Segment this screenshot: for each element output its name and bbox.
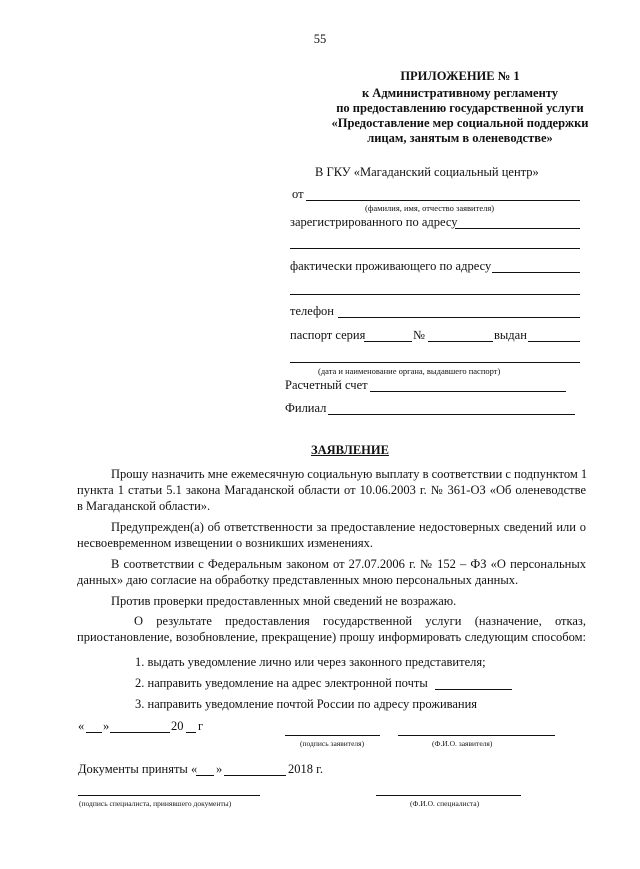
statement-title: ЗАЯВЛЕНИЕ xyxy=(311,443,389,457)
passport-issued-label: выдан xyxy=(494,328,527,342)
page-number: 55 xyxy=(313,32,327,46)
specialist-name-hint: (Ф.И.О. специалиста) xyxy=(410,799,480,808)
option-3: 3. направить уведомление почтой России по адресу проживания xyxy=(135,697,478,711)
applicant-sign-hint: (подпись заявителя) xyxy=(300,739,365,748)
date-close-quote: » xyxy=(103,719,110,733)
date-day-field[interactable] xyxy=(86,732,102,733)
applicant-signature-field[interactable] xyxy=(285,735,380,736)
date-year-prefix: 20 xyxy=(171,719,184,733)
paragraph-1-line-3: в Магаданской области». xyxy=(77,499,211,513)
date-month-field[interactable] xyxy=(110,732,170,733)
specialist-signature-field[interactable] xyxy=(78,795,260,796)
date-year-field[interactable] xyxy=(186,732,196,733)
specialist-sign-hint: (подпись специалиста, принявшего документы) xyxy=(79,799,232,808)
registered-field[interactable] xyxy=(455,228,580,229)
acceptance-close-quote: » xyxy=(216,762,223,776)
addressee-to: В ГКУ «Магаданский социальный центр» xyxy=(315,165,539,179)
header-line-1: к Административному регламенту xyxy=(361,86,558,100)
acceptance-month-field[interactable] xyxy=(224,775,286,776)
header-line-4: лицам, занятым в оленеводстве» xyxy=(367,131,553,145)
account-label: Расчетный счет xyxy=(285,378,368,392)
paragraph-1-line-1: Прошу назначить мне ежемесячную социальную выплату в соответствии с подпунктом 1 xyxy=(111,467,588,481)
paragraph-2-line-2: несвоевременном извещении о возникших изменениях. xyxy=(77,536,373,550)
option-2: 2. направить уведомление на адрес электронной почты xyxy=(135,676,428,690)
acceptance-label: Документы приняты « xyxy=(78,762,198,776)
passport-issued-field[interactable] xyxy=(528,341,580,342)
applicant-name-field[interactable] xyxy=(398,735,555,736)
from-field[interactable] xyxy=(306,200,580,201)
issuer-hint: (дата и наименование органа, выдавшего паспорт) xyxy=(318,366,501,376)
passport-series-field[interactable] xyxy=(364,341,412,342)
passport-number-field[interactable] xyxy=(428,341,493,342)
paragraph-4: Против проверки предоставленных мной сведений не возражаю. xyxy=(111,594,457,608)
account-field[interactable] xyxy=(370,391,566,392)
paragraph-3-line-2: данных» даю согласие на обработку представленных мною персональных данных. xyxy=(77,573,519,587)
paragraph-5-line-2: приостановление, возобновление, прекращение) прошу информировать следующим способом: xyxy=(77,630,586,644)
email-field[interactable] xyxy=(435,689,512,690)
from-hint: (фамилия, имя, отчество заявителя) xyxy=(365,203,495,213)
passport-issuer-field[interactable] xyxy=(290,362,580,363)
applicant-name-hint: (Ф.И.О. заявителя) xyxy=(432,739,493,748)
specialist-name-field[interactable] xyxy=(376,795,521,796)
actual-field-2[interactable] xyxy=(290,294,580,295)
registered-label: зарегистрированного по адресу xyxy=(290,215,458,229)
phone-field[interactable] xyxy=(338,317,580,318)
branch-label: Филиал xyxy=(285,401,327,415)
acceptance-day-field[interactable] xyxy=(196,775,214,776)
date-year-suffix: г xyxy=(198,719,204,733)
actual-label: фактически проживающего по адресу xyxy=(290,259,492,273)
date-open-quote: « xyxy=(78,719,85,733)
header-line-2: по предоставлению государственной услуги xyxy=(336,101,584,115)
registered-field-2[interactable] xyxy=(290,248,580,249)
header-line-3: «Предоставление мер социальной поддержки xyxy=(331,116,589,130)
from-label: от xyxy=(292,187,304,201)
branch-field[interactable] xyxy=(328,414,575,415)
paragraph-3-line-1: В соответствии с Федеральным законом от 27.07.2006 г. № 152 – ФЗ «О персональных xyxy=(111,557,586,571)
option-1: 1. выдать уведомление лично или через законного представителя; xyxy=(135,655,486,669)
phone-label: телефон xyxy=(290,304,334,318)
acceptance-year: 2018 г. xyxy=(288,762,323,776)
paragraph-5-line-1: О результате предоставления государственной услуги (назначение, отказ, xyxy=(134,614,586,628)
actual-field[interactable] xyxy=(492,272,580,273)
passport-number-label: № xyxy=(413,328,425,342)
appendix-title: ПРИЛОЖЕНИЕ № 1 xyxy=(400,69,520,83)
passport-series-label: паспорт серия xyxy=(290,328,366,342)
paragraph-1-line-2: пункта 1 статьи 5.1 закона Магаданской области от 10.06.2003 г. № 361-ОЗ «Об оленеводстве xyxy=(77,483,586,497)
paragraph-2-line-1: Предупрежден(а) об ответственности за предоставление недостоверных сведений или о xyxy=(111,520,586,534)
